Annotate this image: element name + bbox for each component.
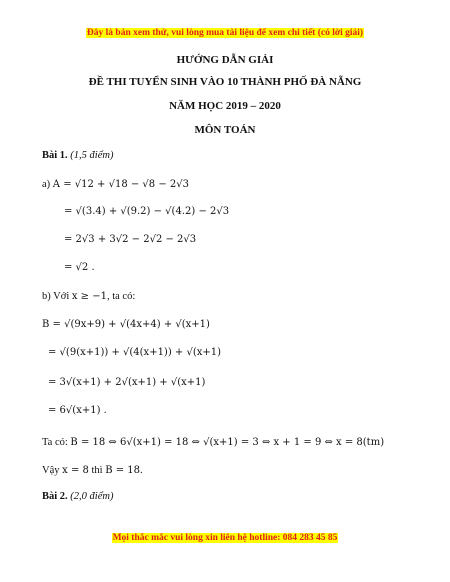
vay-b: B = 18 — [105, 465, 141, 476]
part-b-prefix: b) Với — [42, 291, 70, 302]
bai1-a-step-2: = √(3.4) + √(9.2) − √(4.2) − 2√3 — [64, 206, 230, 217]
bai2-heading — [42, 491, 113, 502]
part-a-label: a) — [42, 179, 51, 190]
bai1-points: (1,5 điểm) — [70, 150, 114, 161]
bai1-b-step-3: = 3√(x+1) + 2√(x+1) + √(x+1) — [48, 377, 206, 388]
bai1-title: Bài 1. — [42, 150, 68, 161]
bai1-a-step-4: = √2 . — [64, 262, 95, 273]
vay-thi: thì — [91, 465, 103, 476]
hotline-banner — [0, 533, 450, 543]
heading-exam-title: ĐỀ THI TUYỂN SINH VÀO 10 THÀNH PHỐ ĐÀ NẴNG — [88, 76, 362, 88]
bai1-b-intro — [42, 291, 135, 302]
bai1-heading — [42, 150, 113, 161]
bai1-b-step-4: = 6√(x+1) . — [48, 405, 107, 416]
part-b-suffix: , ta có: — [106, 291, 136, 302]
bai1-b-step-2: = √(9(x+1)) + √(4(x+1)) + √(x+1) — [48, 347, 222, 358]
taco-math: B = 18 ⇔ 6√(x+1) = 18 ⇔ √(x+1) = 3 ⇔ x + 1 = 9 ⇔ x = 8(tm) — [70, 437, 385, 448]
bai1-b-step-1: B = √(9x+9) + √(4x+4) + √(x+1) — [42, 319, 210, 330]
bai1-a-step-3: = 2√3 + 3√2 − 2√2 − 2√3 — [64, 234, 197, 245]
bai1-a-step-1 — [42, 179, 189, 190]
bai2-points: (2,0 điểm) — [70, 491, 114, 502]
bai1-conclusion — [42, 465, 143, 476]
bai2-title: Bài 2. — [42, 491, 68, 502]
heading-school-year: NĂM HỌC 2019 – 2020 — [169, 100, 281, 112]
a-step-1-math: A = √12 + √18 − √8 − 2√3 — [52, 179, 189, 190]
heading-subject: MÔN TOÁN — [194, 124, 256, 136]
part-b-condition: x ≥ −1 — [71, 291, 107, 302]
vay-end: . — [140, 465, 143, 476]
vay-x: x = 8 — [62, 465, 89, 476]
hotline-text: Mọi thắc mắc vui lòng xin liên hệ hotline: 084 283 45 85 — [112, 533, 338, 543]
bai1-b-equation — [42, 437, 384, 448]
preview-notice-text: Đây là bản xem thử, vui lòng mua tài liệu để xem chi tiết (có lời giải) — [86, 28, 364, 38]
vay-prefix: Vậy — [42, 465, 60, 476]
preview-notice-banner — [0, 28, 450, 38]
heading-solution-guide: HƯỚNG DẪN GIẢI — [176, 54, 274, 66]
taco-label: Ta có: — [42, 437, 68, 448]
